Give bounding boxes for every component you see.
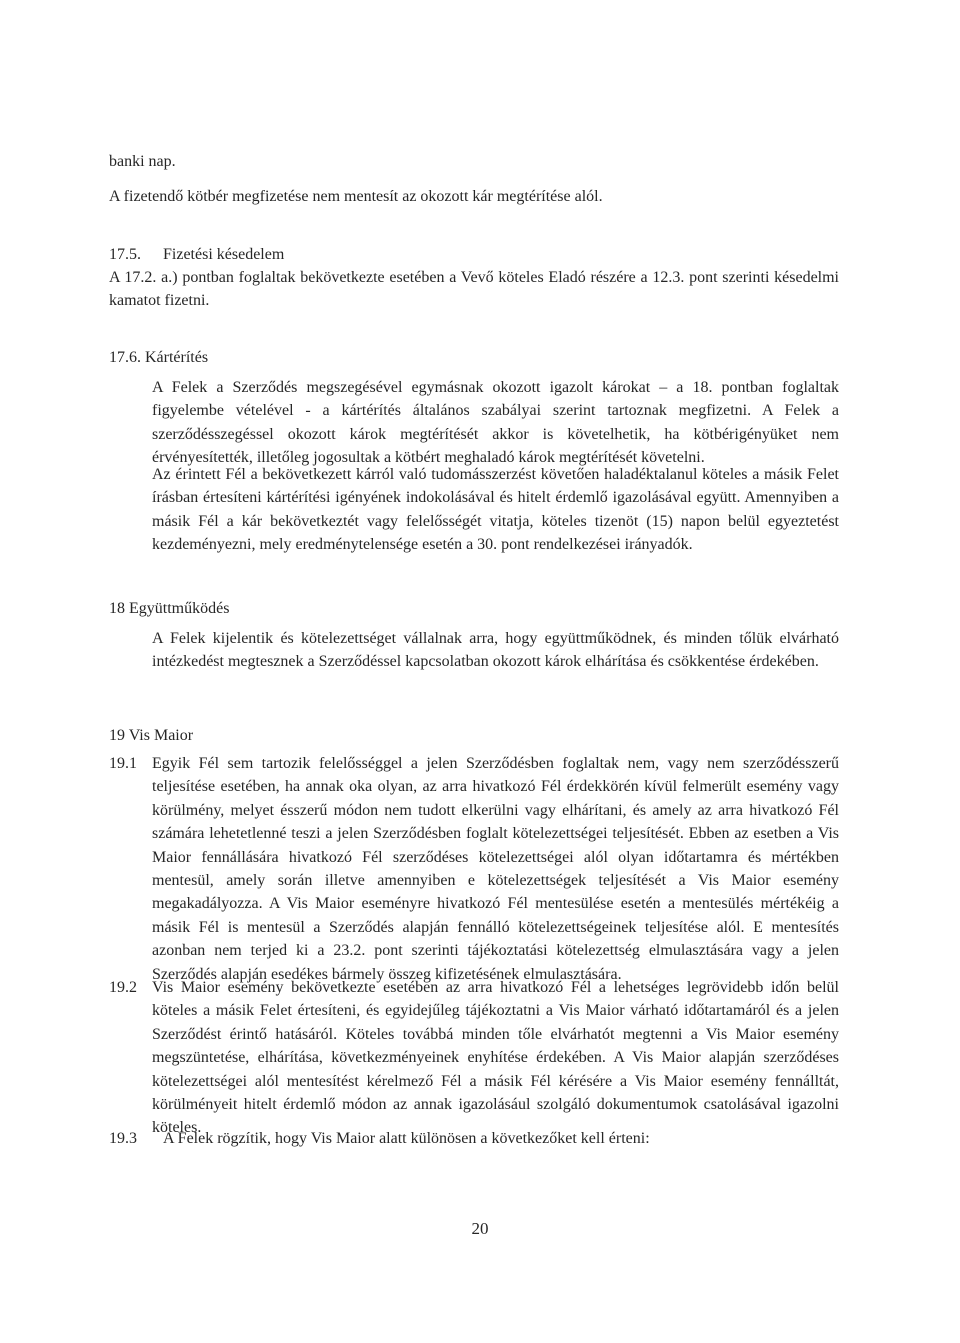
- paragraph-17-6-b: Az érintett Fél a bekövetkezett kárról való tudomásszerzést követően haladéktalanul köteles a másik Felet írásban értesíteni kártérítési igényének indokolásával és hitelt érdemlő igazolásával együtt. Amennyiben a másik Fél a kár bekövetkeztét vagy felelősségét vitatja, köteles tizenöt (15) napon belül egyeztetést kezdeményezni, mely eredménytelensége esetén a 30. pont rendelkezései irányadók.: [152, 466, 839, 554]
- heading-17-5-title: Fizetési késedelem: [163, 246, 285, 263]
- section-19-3-number: 19.3: [109, 1130, 137, 1147]
- paragraph-kotber: A fizetendő kötbér megfizetése nem mentesít az okozott kár megtérítése alól.: [109, 188, 603, 205]
- section-19-1-number: 19.1: [109, 755, 137, 772]
- section-19-2-text: Vis Maior esemény bekövetkezte esetében az arra hivatkozó Fél a lehetséges legrövidebb időn belül köteles a másik Felet értesíteni, és egyidejűleg tájékoztatni a Vis Maior várható időtartamáról és a jelen Szerződést érintő hatásáról. Köteles továbbá minden tőle elvárhatót megtenni a Vis Maior esemény megszüntetése, elhárítása, következményeinek enyhítése érdekében. A Vis Maior alapján szerződéses kötelezettségei alól mentesítést kérelmező Fél a másik Fél kérésére a Vis Maior esemény fennálltát, körülményeit hitelt érdemlő módon az annak igazolásául szolgáló dokumentumok csatolásával igazolni köteles.: [152, 979, 839, 1137]
- page-number: 20: [471, 1219, 489, 1238]
- paragraph-18: A Felek kijelentik és kötelezettséget vállalnak arra, hogy együttműködnek, és minden tőlük elvárható intézkedést megtesznek a Szerződéssel kapcsolatban okozott károk elhárítása és csökkentése érdekében.: [152, 630, 839, 671]
- heading-19: 19 Vis Maior: [109, 727, 194, 744]
- section-19-2-number: 19.2: [109, 979, 137, 996]
- heading-17-5: [109, 243, 284, 266]
- heading-17-6: 17.6. Kártérítés: [109, 349, 209, 366]
- section-19-1-text: Egyik Fél sem tartozik felelősséggel a jelen Szerződésben foglaltak nem, vagy nem szerződésszerű teljesítése esetében, ha annak oka olyan, az arra hivatkozó Fél érdekkörén kívül felmerült esemény vagy körülmény, melyet ésszerű módon nem tudott elkerülni vagy elhárítani, és amely az arra hivatkozó Fél számára lehetetlenné teszi a jelen Szerződésben foglalt kötelezettségei teljesítését. Ebben az esetben a Vis Maior fennállására hivatkozó Fél szerződéses kötelezettségei alól olyan időtartamra és mértékben mentesül, amely során illetve amennyiben e kötelezettségek teljesítését a Vis Maior esemény megakadályozza. A Vis Maior eseményre hivatkozó Fél mentesülése esetén a mentesülés mértékéig a másik Fél is mentesül a Szerződés alapján fennálló kötelezettségeinek teljesítése alól. E mentesítés azonban nem terjed ki a 23.2. pont szerinti tájékoztatási kötelezettség elmulasztására vagy a jelen Szerződés alapján esedékes bármely összeg kifizetésének elmulasztására.: [152, 755, 839, 983]
- paragraph-17-5: A 17.2. a.) pontban foglaltak bekövetkezte esetében a Vevő köteles Eladó részére a 12.3. pont szerinti késedelmi kamatot fizetni.: [109, 269, 839, 310]
- paragraph-banki-nap: banki nap.: [109, 153, 176, 170]
- heading-18: 18 Együttműködés: [109, 600, 230, 617]
- paragraph-17-6-a: A Felek a Szerződés megszegésével egymásnak okozott igazolt károkat – a 18. pontban foglaltak figyelembe vételével - a kártérítés általános szabályai szerint tartoznak megfizetni. A Felek a szerződésszegéssel okozott károk megtérítését akkor is követelhetik, ha kötbérigényüket nem érvényesítették, illetőleg jogosultak a kötbért meghaladó károk megtérítését követelni.: [152, 379, 839, 467]
- section-19-3-text: A Felek rögzítik, hogy Vis Maior alatt különösen a következőket kell érteni:: [163, 1130, 650, 1147]
- heading-17-5-number: 17.5.: [109, 246, 141, 263]
